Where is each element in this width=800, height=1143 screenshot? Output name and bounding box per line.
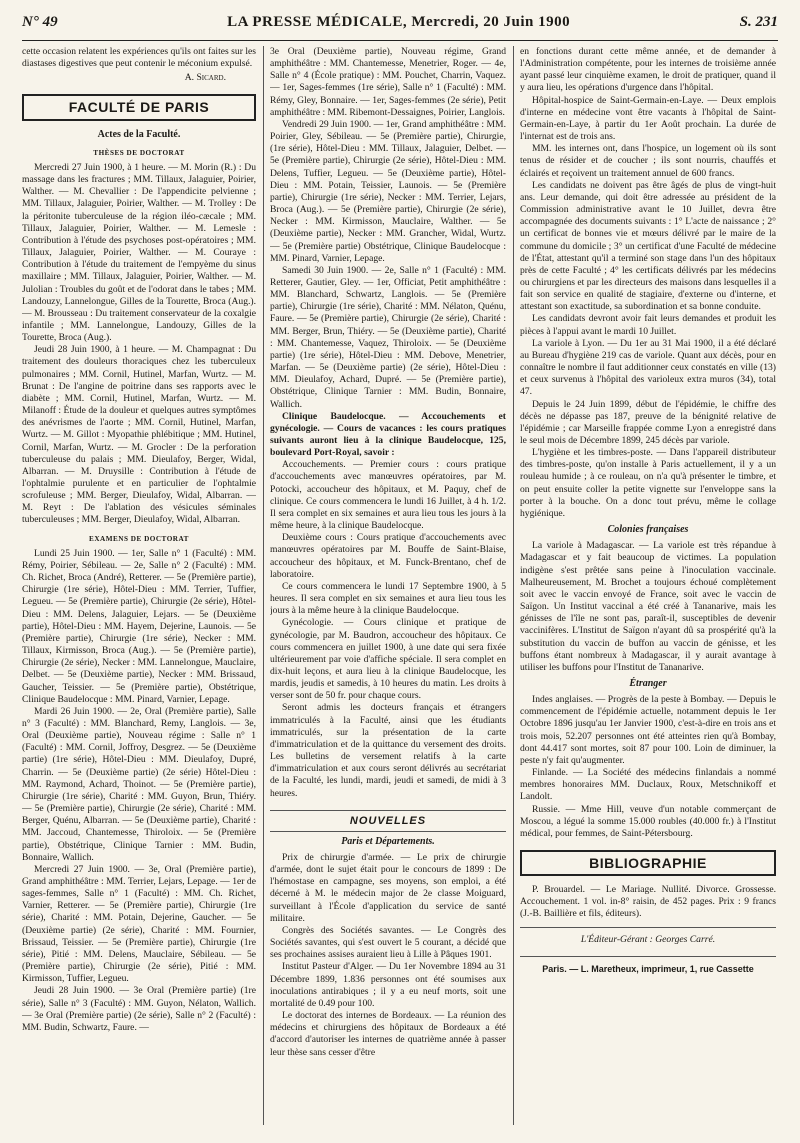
column-1 <box>22 46 256 1125</box>
paragraph: Russie. — Mme Hill, veuve d'un notable commerçant de Moscou, a légué la somme 15.000 roubles (40.000 fr.) à l'Institut médical, pour femmes, de Saint-Pétersbourg. <box>520 803 776 839</box>
colonies-title: Colonies françaises <box>607 524 689 536</box>
paris-title: Paris et Départements. <box>341 835 435 847</box>
paragraph: Gynécologie. — Cours clinique et pratique de gynécologie, par M. Baudron, accoucheur des hôpitaux. Ce cours commencera en juillet 1900, à une date qui sera fixée ultérieurement par voie d'affiche spéciale. Il sera complet en dix-huit leçons, et aura lieu à la clinique Baudelocque, les mardis, jeudis et samedis, à 10 heures du matin. Les droits à verser sont de 50 fr. pour chaque cours. <box>270 617 506 702</box>
header-rule <box>22 40 778 41</box>
paragraph: Le doctorat des internes de Bordeaux. — La réunion des médecins et chirurgiens des hôpitaux de Bordeaux a été d'accord d'autoriser les internes de quatrième année à passer leur thèse sans cesser d'être <box>270 1010 506 1058</box>
faculty-title: FACULTÉ DE PARIS <box>22 94 256 120</box>
journal-title: LA PRESSE MÉDICALE, Mercredi, 20 Juin 1900 <box>227 14 571 30</box>
paragraph: Finlande. — La Société des médecins finlandais a nommé membres honoraires MM. Duclaux, Roux, Metschnikoff et Landolt. <box>520 767 776 803</box>
page-number: S. 231 <box>739 14 778 30</box>
paragraph: 3e Oral (Deuxième partie), Nouveau régime, Grand amphithéâtre : MM. Chantemesse, Menetrier, Roger. — 4e, Salle n° 4 (École pratique) : MM. Pouchet, Charrin, Vaquez. — 1er, Sages-femmes (1re série), Salle n° 1 (Faculté) : MM. Rémy, Gley, Bonnaire. — 1er, Sages-femmes (2e série), Petit amphithéâtre : MM. Ribemont-Dessaignes, Poirier, Langlois. <box>270 46 506 118</box>
paragraph: Deuxième cours : Cours pratique d'accouchements avec manœuvres opératoires par M. Bouffe de Saint-Blaise, accoucheur des hôpitaux, et M. Funck-Brentano, chef de laboratoire. <box>270 532 506 580</box>
paragraph: Les candidats ne doivent pas être âgés de plus de vingt-huit ans. Leur demande, qui doit être adressée au président de la Commission administrative avant le 10 Juillet, devra être accompagnée des documents suivants : 1° L'acte de naissance ; 2° un certificat de bonnes vie et mœurs délivré par le maire de la commune du domicile ; 3° un certificat d'une Faculté de médecine de l'État, attestant qu'il a terminé son stage dans l'un des hôpitaux près de cette Faculté ; 4° les certificats délivrés par les médecins ou chirurgiens et par les directeurs des maisons dans lesquelles il a fait son service en qualité de stagiaire, d'externe ou d'interne, et attestant son exactitude, sa subordination et sa bonne conduite. <box>520 179 776 313</box>
paragraph: Indes anglaises. — Progrès de la peste à Bombay. — Depuis le commencement de l'épidémie actuelle, notamment depuis le 1er Octobre 1896 jusqu'au 1er Janvier 1900, c'est-à-dire en trois ans et trois mois, 52.207 personnes ont été atteintes rien qu'à Bombay, dont 44.417 sont mortes, soit 87 pour 100. Loin de diminuer, la peste n'y fait qu'augmenter. <box>520 694 776 766</box>
theses-title: THÈSES DE DOCTORAT <box>93 148 185 157</box>
paragraph: La variole à Madagascar. — La variole est très répandue à Madagascar et y fait beaucoup de victimes. La population indigène s'est prêtée sans peine à l'inoculation vaccinale. Malheureusement, M. Brochet a toujours échoué complètement soit avec le vaccin envoyé de France, soit avec le vaccin de Saïgon. Un Institut vaccinal a été créé à Tananarive, mais les génisses de l'île ne sont pas, paraît-il, susceptibles de devenir vaccinifères. L'Institut de Saïgon n'ayant dû sa prospérité qu'à la substitution du vaccin de buffon au vaccin de génisse, et les buffons étant nombreux à Madagascar, il y aurait avantage à utiliser les buffons pour l'Institut de Tananarive. <box>520 540 776 673</box>
actes-title: Actes de la Faculté. <box>97 128 181 140</box>
signature: A. Sicard. <box>184 72 226 84</box>
column-2 <box>270 46 506 1125</box>
paragraph: Jeudi 28 Juin 1900, à 1 heure. — M. Champagnat : Du traitement des douleurs thoraciques chez les tuberculeux pulmonaires ; MM. Cornil, Hutinel, Marfan, Wurtz. — M. Brunat : De l'angine de poitrine dans ses rapports avec le diabète ; MM. Cornil, Hutinel, Marfan, Wurtz. — M. Milanoff : Étude de la douleur et quelques autres symptômes des anévrismes de l'aorte ; MM. Cornil, Hutinel, Marfan, Wurtz. — M. Gillot : Myopathie phlébitique ; MM. Hutinel, Cornil, Marfan, Wurtz. — M. Grocler : De la perforation tuberculeuse du palais ; MM. Dieulafoy, Berger, Widal, Albarran. — M. Druysille : Contribution à l'étude de l'ophtalmie purulente et en particulier de l'ophtalmie scrofuleuse ; MM. Berger, Dieulafoy, Widal, Albarran. — M. Reyt : De l'ablation des vésicules séminales tuberculeuses ; MM. Berger, Dieulafoy, Widal, Albarran. <box>22 344 256 526</box>
paragraph: Lundi 25 Juin 1900. — 1er, Salle n° 1 (Faculté) : MM. Rémy, Poirier, Sébileau. — 2e, Salle n° 2 (Faculté) : MM. Ch. Richet, Broca (André), Retterer. — 5e (Première partie), Chirurgie (1re série), Hôtel-Dieu : MM. Terrier, Tuffier, Legueu. — 5e (Première partie), Chirurgie (2e série), Hôtel-Dieu : MM. Delens, Jalaguier, Lejars. — 5e (Deuxième partie), Hôtel-Dieu : MM. Hayem, Dejerine, Launois. — 5e (Première partie), Chirurgie (1re série), Necker : MM. Tillaux, Kirmisson, Broca (Aug.). — 5e (Première partie), Chirurgie (2e série), Necker : MM. Lannelongue, Mauclaire, Delbet. — 5e (Deuxième partie), Necker : MM. Brissaud, Gaucher, Teissier. — 5e (Première partie), Obstétrique, Clinique Baudelocque : MM. Pinard, Varnier, Lepage. <box>22 547 256 705</box>
page-header <box>22 14 778 36</box>
paragraph: Accouchements. — Premier cours : cours pratique d'accouchements avec manœuvres opératoires, par M. Potocki, accoucheur des hôpitaux, et M. Paquy, chef de clinique. Ce cours commencera le lundi 16 Juillet, à 4 h. 1/2. Il sera complet en six semaines et aura lieu tous les jours à la même heure, à la clinique Baudelocque. <box>270 459 506 532</box>
nouvelles-title: NOUVELLES <box>270 810 506 832</box>
paragraph: MM. les internes ont, dans l'hospice, un logement où ils sont tenus de résider et de coucher ; ils sont nourris, chauffés et éclairés et reçoivent un traitement annuel de 600 francs. <box>520 143 776 179</box>
column-divider <box>513 46 514 1125</box>
paragraph: Prix de chirurgie d'armée. — Le prix de chirurgie d'armée, dont le sujet était pour le concours de 1899 : De l'hémostase en campagne, ses moyens, son emploi, a été décerné à M. le médecin major de 2e classe Moiguard, surveillant à l'École d'application du service de santé militaire. <box>270 852 506 924</box>
paragraph: Samedi 30 Juin 1900. — 2e, Salle n° 1 (Faculté) : MM. Retterer, Gautier, Gley. — 1er, Officiat, Petit amphithéâtre : MM. Blanchard, Schwartz, Langlois. — 5e (Première partie), Chirurgie (1re série), Charité : MM. Nélaton, Quénu, Faure. — 5e (Première partie), Chirurgie (2e série), Charité : MM. Berger, Brun, Thiéry. — 5e (Deuxième partie), Charité : MM. Chantemesse, Vaquez, Thiroloix. — 5e (Deuxième partie) (1re série), Hôtel-Dieu : MM. Debove, Menetrier, Marfan. — 5e (Deuxième partie) (2e série), Hôtel-Dieu : MM. Dieulafoy, Achard, Dupré. — 5e (Première partie), Obstétrique, Clinique Tarnier : MM. Budin, Bonnaire, Wallich. <box>270 264 506 410</box>
paragraph: P. Brouardel. — Le Mariage. Nullité. Divorce. Grossesse. Accouchement. 1 vol. in-8° raisin, de 452 pages. Prix : 9 francs (J.-B. Baillière et fils, éditeurs). <box>520 884 776 920</box>
paragraph: Hôpital-hospice de Saint-Germain-en-Laye. — Deux emplois d'interne en médecine vont être vacants à l'hôpital de Saint-Germain-en-Laye, à partir du 1er Août prochain. La durée de l'internat est de trois ans. <box>520 94 776 143</box>
exam-title: EXAMENS DE DOCTORAT <box>89 534 189 543</box>
paragraph: Mardi 26 Juin 1900. — 2e, Oral (Première partie), Salle n° 3 (Faculté) : MM. Blanchard, Remy, Langlois. — 3e, Oral (Deuxième partie), Nouveau régime : Salle n° 1 (Faculté) : MM. Cornil, Joffroy, Desgrez. — 5e (Deuxième partie) (1re série), Hôtel-Dieu : MM. Dieulafoy, Dupré, Charrin. — 5e (Deuxième partie) (2e série) Hôtel-Dieu : MM. Raymond, Achard, Thoinot. — 5e (Première partie), Chirurgie (1re série), Charité : MM. Guyon, Brun, Thiéry. — 5e (Première partie), Chirurgie (2e série), Charité : MM. Berger, Quénu, Albarran. — 5e (Deuxième partie), Charité : MM. Jaccoud, Chantemesse, Thiroloix. — 5e (Première partie), Obstétrique, Clinique Tarnier : MM. Budin, Bonnaire, Wallich. <box>22 705 256 863</box>
paragraph: Congrès des Sociétés savantes. — Le Congrès des Sociétés savantes, qui s'est ouvert le 5 courant, a décidé que ses prochaines assises auraient lieu à Lille à Pâques 1901. <box>270 924 506 961</box>
paragraph: en fonctions durant cette même année, et de demander à l'Administration compétente, pour les internes de troisième année ayant passé leur cinquième examen, le droit de pratiquer, quand il y aura lieu, les opérations d'urgence dans l'hôpital. <box>520 46 776 94</box>
paragraph: Vendredi 29 Juin 1900. — 1er, Grand amphithéâtre : MM. Poirier, Gley, Sébileau. — 5e (Première partie), Chirurgie, (1re série), Hôtel-Dieu : MM. Tillaux, Jalaguier, Delbet. — 5e (Première partie), Chirurgie (2e série), Hôtel-Dieu : MM. Delens, Tuffier, Legueu. — 5e (Deuxième partie), Hôtel-Dieu : MM. Potain, Teissier, Launois. — 5e (Première partie), Chirurgie (1re série), Necker : MM. Terrier, Lejars, Broca (Aug.). — 5e (Première partie), Chirurgie (2e série), Necker : MM. Kirmisson, Mauclaire, Walther. — 5e (Deuxième partie), Necker : MM. Grancher, Widal, Wurtz. — 5e (Première partie) Obstétrique, Clinique Baudelocque : MM. Pinard, Varnier, Lepage. <box>270 118 506 264</box>
issue-number: N° 49 <box>22 14 58 30</box>
printer-line: Paris. — L. Maretheux, imprimeur, 1, rue Cassette <box>520 956 776 975</box>
paragraph: Jeudi 28 Juin 1900. — 3e Oral (Première partie) (1re série), Salle n° 3 (Faculté) : MM. Guyon, Nélaton, Wallich. — 3e Oral (Première partie) (2e série), Salle n° 2 (Faculté) : MM. Budin, Schwartz, Faure. — <box>22 985 256 1033</box>
etranger-title: Étranger <box>629 677 667 689</box>
column-divider <box>263 46 264 1125</box>
paragraph: Seront admis les docteurs français et étrangers immatriculés à la Faculté, ainsi que les étudiants immatriculés, sur la présentation de la carte d'immatriculation et de la quittance du versement des droits. Les bulletins de versement relatifs à la carte d'immatriculation et aux cours seront délivrés au secrétariat de la Faculté, les lundi, mardi, jeudi et samedi, de midi à 3 heures. <box>270 702 506 799</box>
paragraph: Mercredi 27 Juin 1900. — 3e, Oral (Première partie), Grand amphithéâtre : MM. Terrier, Lejars, Lepage. — 1er de sages-femmes, Salle n° 1 (Faculté) : MM. Ch. Richet, Varnier, Retterer. — 5e (Première partie), Chirurgie (1re série), Charité : MM. Potain, Dejerine, Gaucher. — 5e (Deuxième partie) (2e série), Charité : MM. Fournier, Brissaud, Teissier. — 5e (Première partie), Chirurgie (1re série), Pitié : MM. Delens, Mauclaire, Sébileau. — 5e (Première partie), Chirurgie (2e série), Pitié : MM. Kirmisson, Tuffier, Legueu. <box>22 863 256 985</box>
paragraph: Ce cours commencera le lundi 17 Septembre 1900, à 5 heures. Il sera complet en six semaines et aura lieu tous les jours à la même heure à la clinique Baudelocque. <box>270 580 506 617</box>
paragraph: La variole à Lyon. — Du 1er au 31 Mai 1900, il a été déclaré au Bureau d'hygiène 219 cas de variole. Quant aux décès, pour en connaître le nombre il faut additionner ceux constatés en ville (13) et ceux survenus à l'hôpital des varioleux extra muros (34), total 47. <box>520 337 776 398</box>
paragraph: cette occasion relatent les expériences qu'ils ont faites sur les diastases digestives que peut contenir le méconium expulsé. <box>22 46 256 70</box>
paragraph: L'hygiène et les timbres-poste. — Dans l'appareil distributeur des timbres-poste, qu'on installe à Paris actuellement, il y a un rouleau humide ; à ce rouleau, on n'a qu'à présenter le timbre, et on peut ensuite coller la petite vignette sur l'enveloppe sans la porter à la bouche. On a donc tout prévu, même le collage hygiénique. <box>520 447 776 519</box>
editor-line: L'Éditeur-Gérant : Georges Carré. <box>520 927 776 946</box>
bibliographie-title: BIBLIOGRAPHIE <box>520 850 776 876</box>
paragraph: Les candidats devront avoir fait leurs demandes et produit les pièces à l'appui avant le mardi 10 Juillet. <box>520 313 776 337</box>
paragraph: Mercredi 27 Juin 1900, à 1 heure. — M. Morin (R.) : Du massage dans les fractures ; MM. Tillaux, Jalaguier, Poirier, Walther. — M. Chevallier : De l'appendicite pelvienne ; MM. Tillaux, Jalaguier, Poirier, Walther. — M. Trolley : De la péritonite tuberculeuse de la région iléo-cæcale ; MM. Tillaux, Jalaguier, Poirier, Walther. — M. Lemesle : Contribution à l'étude des psychoses post-opératoires ; MM. Tillaux, Jalaguier, Poirier, Walther. — M. Couraye : Contribution à l'étude du traitement de l'empyème du sinus maxillaire ; MM. Tillaux, Jalaguier, Poirier, Walther. — M. Julolian : Troubles du goût et de l'odorat dans le tabes ; MM. Landouzy, Lannelongue, Gilles de la Tourette, Broca (Aug.). — M. Brousseau : Du traitement conservateur de la coxalgie infantile ; MM. Lannelongue, Landouzy, Gilles de la Tourette, Broca (Aug.). <box>22 161 256 344</box>
paragraph: Institut Pasteur d'Alger. — Du 1er Novembre 1894 au 31 Décembre 1899, 1.836 personnes ont été soumises aux inoculations antirabiques ; il y a eu neuf morts, soit une mortalité de 0.49 pour 100. <box>270 961 506 1009</box>
paragraph: Clinique Baudelocque. — Accouchements et gynécologie. — Cours de vacances : les cours pratiques suivants auront lieu à la clinique Baudelocque, 125, boulevard Port-Royal, savoir : <box>270 410 506 459</box>
column-3 <box>520 46 776 1125</box>
paragraph: Depuis le 24 Juin 1899, début de l'épidémie, le chiffre des décès ne dépasse pas 187, preuve de la bénignité relative de l'épidémie ; car Marseille frappée comme Lyon a enregistré dans le seul mois de Décembre 1899, 245 décès par variole. <box>520 398 776 446</box>
